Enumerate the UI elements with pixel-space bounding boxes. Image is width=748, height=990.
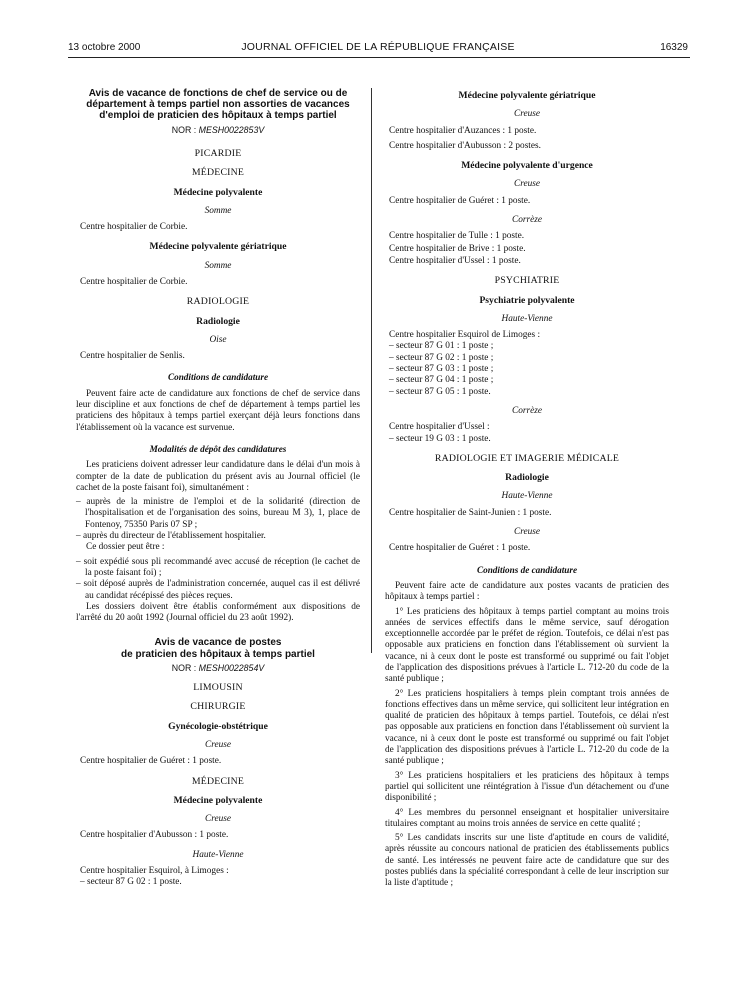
modalites-list-item: – soit expédié sous pli recommandé avec accusé de réception (le cachet de la poste faisant foi) ; <box>76 556 360 578</box>
avis1-nor <box>76 125 360 136</box>
discipline-heading: CHIRURGIE <box>190 701 246 713</box>
specialty-heading: Radiologie <box>196 315 240 327</box>
hospital-entry: Centre hospitalier de Senlis. <box>80 351 185 362</box>
discipline-heading: RADIOLOGIE <box>186 296 250 308</box>
nor-label: NOR : <box>171 124 199 135</box>
modalites-paragraph: Les dossiers doivent être établis conformément aux dispositions de l'arrêté du 20 août 1992 (Journal officiel du 23 août 1992). <box>76 601 360 624</box>
conditions-paragraph: 1° Les praticiens des hôpitaux à temps partiel comptant au moins trois années de services effectifs dans le même service, sauf dérogation exceptionnelle accordée par le préfet de région. Toutefois, ce délai n'est pas opposable aux praticiens en fonction dans l'établissement où survient la vacance, ni à ceux dont le poste est transformé ou supprimé ou fait l'objet de l'application des dispositions prévues à l'article L. 712-20 du code de la santé publique ; <box>385 606 669 685</box>
department-heading: Corrèze <box>512 215 542 226</box>
hospital-entry: Centre hospitalier d'Auzances : 1 poste. <box>389 125 537 136</box>
modalites-list-item: – soit déposé auprès de l'administration concernée, auquel cas il est délivré au candidat récépissé des pièces reçues. <box>76 579 360 601</box>
hospital-entry: Centre hospitalier Esquirol, à Limoges : <box>80 866 229 877</box>
avis2-title-line1: Avis de vacance de postes <box>154 637 282 649</box>
nor-code: MESH0022853V <box>198 124 265 135</box>
region-heading: LIMOUSIN <box>193 682 243 694</box>
discipline-heading: PSYCHIATRIE <box>494 275 560 287</box>
sector-entry: – secteur 87 G 02 : 1 poste ; <box>389 352 494 363</box>
discipline-heading: MÉDECINE <box>191 167 245 179</box>
discipline-heading: MÉDECINE <box>191 775 245 787</box>
department-heading: Creuse <box>514 179 540 190</box>
department-heading: Creuse <box>205 814 231 825</box>
department-heading: Creuse <box>514 109 540 120</box>
hospital-entry: Centre hospitalier de Guéret : 1 poste. <box>389 543 531 554</box>
conditions-heading: Conditions de candidature <box>476 564 578 575</box>
hospital-entry: Centre hospitalier d'Ussel : 1 poste. <box>389 255 521 266</box>
modalites-list-item: – auprès de la ministre de l'emploi et de la solidarité (direction de l'hospitalisation et de l'organisation des soins, bureau M 3), 1, place de Fontenoy, 75350 Paris 07 SP ; <box>76 497 360 530</box>
specialty-heading: Gynécologie-obstétrique <box>168 720 268 732</box>
conditions-paragraph: 2° Les praticiens hospitaliers à temps plein comptant trois années de fonctions effectives dans un même service, qui sollicitent leur intégration en qualité de praticien des hôpitaux à temps partiel. Toutefois, ce délai n'est pas opposable aux praticiens en fonction dans l'établissement où survient la vacance, ni à ceux dont le poste est transformé ou supprimé ou fait l'objet de l'application des dispositions prévues à l'article L. 712-20 du code de la santé publique ; <box>385 688 669 767</box>
conditions-paragraph: 4° Les membres du personnel enseignant et hospitalier universitaire titulaires comptant au moins trois années de service en cette qualité ; <box>385 807 669 829</box>
hospital-entry: Centre hospitalier d'Aubusson : 1 poste. <box>80 830 229 841</box>
conditions-paragraph: Peuvent faire acte de candidature aux postes vacants de praticien des hôpitaux à temps partiel : <box>385 580 669 603</box>
sector-entry: – secteur 87 G 03 : 1 poste ; <box>389 364 494 375</box>
sector-entry: – secteur 87 G 05 : 1 poste. <box>389 386 491 397</box>
sector-entry: – secteur 87 G 01 : 1 poste ; <box>389 341 494 352</box>
region-heading: PICARDIE <box>194 147 242 159</box>
header-rule <box>68 57 690 58</box>
header-date: 13 octobre 2000 <box>68 42 141 53</box>
hospital-entry: Centre hospitalier de Guéret : 1 poste. <box>389 195 531 206</box>
discipline-heading: RADIOLOGIE ET IMAGERIE MÉDICALE <box>434 452 620 464</box>
hospital-entry: Centre hospitalier d'Aubusson : 2 postes. <box>389 140 541 151</box>
hospital-entry: Centre hospitalier de Corbie. <box>80 276 188 287</box>
department-heading: Somme <box>204 260 232 271</box>
specialty-heading: Psychiatrie polyvalente <box>479 294 575 306</box>
hospital-entry: Centre hospitalier de Corbie. <box>80 222 188 233</box>
department-heading: Creuse <box>514 527 540 538</box>
hospital-entry: Centre hospitalier de Tulle : 1 poste. <box>389 231 525 242</box>
department-heading: Haute-Vienne <box>192 849 244 860</box>
department-heading: Creuse <box>205 740 231 750</box>
hospital-entry: Centre hospitalier d'Ussel : <box>389 422 490 433</box>
hospital-entry: Centre hospitalier de Guéret : 1 poste. <box>80 756 222 767</box>
department-heading: Oise <box>209 334 227 345</box>
page-header <box>68 40 688 56</box>
specialty-heading: Radiologie <box>505 472 549 484</box>
sector-entry: – secteur 87 G 04 : 1 poste ; <box>389 375 494 386</box>
conditions-paragraph: 3° Les praticiens hospitaliers et les praticiens des hôpitaux à temps partiel qui sollicitent une réintégration à l'issue d'un détachement ou d'une disponibilité ; <box>385 770 669 804</box>
specialty-heading: Médecine polyvalente gériatrique <box>458 90 596 101</box>
nor-label: NOR : <box>171 662 199 673</box>
sector-entry: – secteur 19 G 03 : 1 poste. <box>389 433 491 444</box>
specialty-heading: Médecine polyvalente <box>173 186 263 198</box>
avis1-title: Avis de vacance de fonctions de chef de service ou de département à temps partiel non assorties de vacances d'emploi de praticien des hôpitaux à temps partiel <box>86 88 350 122</box>
department-heading: Somme <box>204 205 232 216</box>
modalites-list-item: – auprès du directeur de l'établissement hospitalier. <box>76 531 266 542</box>
sector-entry: – secteur 87 G 02 : 1 poste. <box>80 877 182 888</box>
department-heading: Haute-Vienne <box>501 313 553 324</box>
specialty-heading: Médecine polyvalente <box>173 794 263 806</box>
modalites-paragraph: Les praticiens doivent adresser leur candidature dans le délai d'un mois à compter de la date de publication du présent avis au Journal officiel (le cachet de la poste faisant foi), simultanément : <box>76 460 360 493</box>
hospital-entry: Centre hospitalier Esquirol de Limoges : <box>389 330 541 341</box>
nor-code: MESH0022854V <box>198 662 265 673</box>
conditions-paragraph: 5° Les candidats inscrits sur une liste d'aptitude en cours de validité, après réussite au concours national de praticien des établissements publics de santé. Les intéressés ne peuvent faire acte de candidature que sur des postes publiés dans la spécialité correspondant à celle de leur inscription sur la liste d'aptitude ; <box>385 833 669 889</box>
column-divider <box>371 88 372 653</box>
right-column <box>385 88 669 893</box>
avis2-title-line2: de praticien des hôpitaux à temps partiel <box>121 648 315 660</box>
modalites-paragraph: Ce dossier peut être : <box>86 542 165 553</box>
specialty-heading: Médecine polyvalente d'urgence <box>461 160 593 172</box>
department-heading: Corrèze <box>512 405 542 416</box>
header-page-number: 16329 <box>660 42 688 53</box>
specialty-heading: Médecine polyvalente gériatrique <box>149 241 287 253</box>
conditions-text: Peuvent faire acte de candidature aux fonctions de chef de service dans leur discipline et aux fonctions de chef de département à temps partiel les praticiens des hôpitaux à temps partiel exerçant déjà leurs fonctions dans l'établissement où la vacance est survenue. <box>76 388 360 433</box>
header-title: JOURNAL OFFICIEL DE LA RÉPUBLIQUE FRANÇAISE <box>241 41 515 53</box>
modalites-heading: Modalités de dépôt des candidatures <box>149 443 287 454</box>
department-heading: Haute-Vienne <box>501 491 553 502</box>
hospital-entry: Centre hospitalier de Saint-Junien : 1 poste. <box>389 507 552 518</box>
left-column <box>76 88 360 889</box>
conditions-heading: Conditions de candidature <box>167 372 269 383</box>
avis2-nor <box>76 663 360 674</box>
hospital-entry: Centre hospitalier de Brive : 1 poste. <box>389 243 526 254</box>
